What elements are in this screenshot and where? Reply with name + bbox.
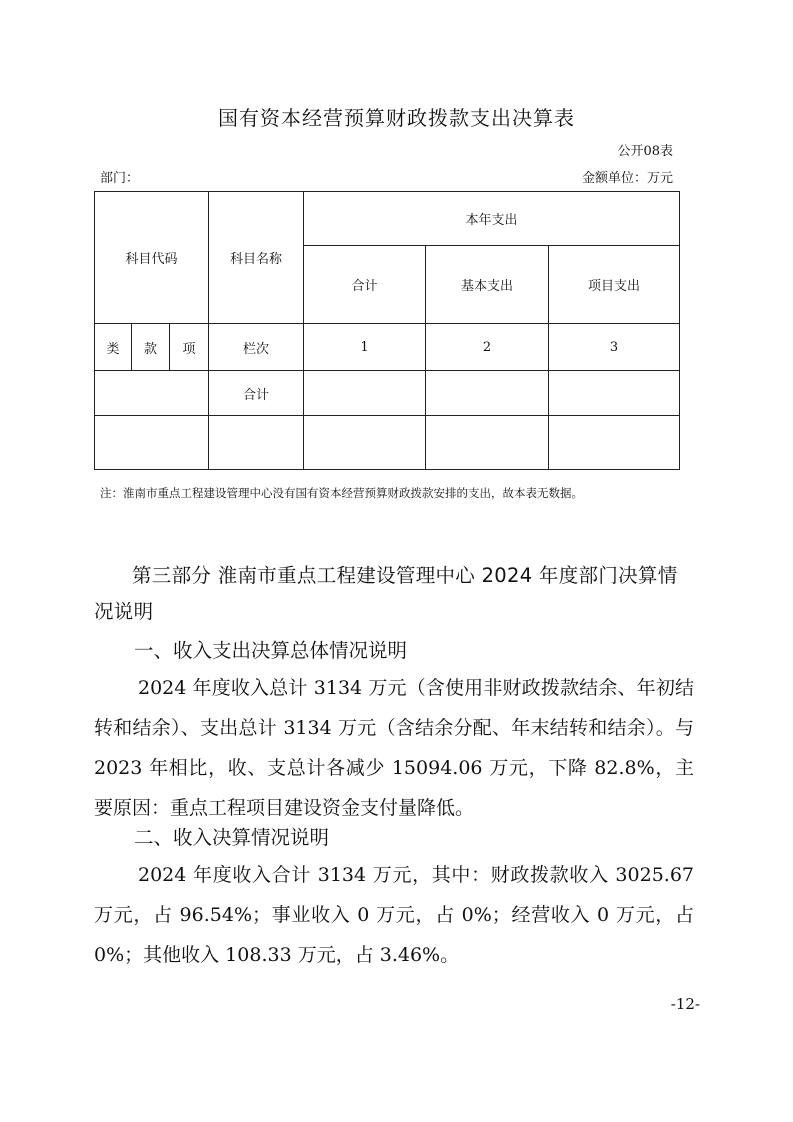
- header-subject-code: 科目代码: [95, 192, 209, 324]
- cell-empty: [549, 416, 680, 470]
- table-header-row: [95, 192, 680, 246]
- cell-empty: [304, 371, 426, 416]
- table-index-row: [95, 324, 680, 371]
- table-empty-row: [95, 416, 680, 470]
- cell-index-1: 1: [304, 324, 426, 371]
- table-note: 注：淮南市重点工程建设管理中心没有国有资本经营预算财政拨款安排的支出，故本表无数据。: [100, 486, 583, 500]
- cell-kuan: 款: [132, 324, 170, 371]
- cell-xiang: 项: [170, 324, 209, 371]
- section-two-heading: 二、收入决算情况说明: [134, 826, 330, 849]
- table-title: 国有资本经营预算财政拨款支出决算表: [218, 106, 575, 130]
- table-total-row: [95, 371, 680, 416]
- header-subject-name: 科目名称: [209, 192, 304, 324]
- cell-index-3: 3: [549, 324, 680, 371]
- cell-empty: [549, 371, 680, 416]
- amount-unit-label: 金额单位：万元: [581, 171, 673, 186]
- cell-empty: [426, 416, 549, 470]
- section-one-heading: 一、收入支出决算总体情况说明: [134, 639, 408, 662]
- cell-empty: [95, 371, 209, 416]
- cell-empty: [426, 371, 549, 416]
- page-number: -12-: [670, 995, 700, 1013]
- department-label: 部门：: [100, 171, 140, 186]
- header-project-expenditure: 项目支出: [549, 246, 680, 324]
- cell-empty: [95, 416, 209, 470]
- cell-empty: [304, 416, 426, 470]
- expenditure-table: [94, 191, 680, 470]
- header-basic-expenditure: 基本支出: [426, 246, 549, 324]
- section-one-paragraph: 2024 年度收入总计 3134 万元（含使用非财政拨款结余、年初结转和结余）、支出总计 3134 万元（含结余分配、年末结转和结余）。与 2023 年相比，收、支总计各减少 15094.06 万元，下降 82.8%，主要原因：重点工程项目建设资金支付量降低。: [94, 677, 694, 819]
- form-number: 公开08表: [617, 144, 673, 159]
- cell-total-label: 合计: [209, 371, 304, 416]
- cell-index-2: 2: [426, 324, 549, 371]
- cell-lanci: 栏次: [209, 324, 304, 371]
- header-total: 合计: [304, 246, 426, 324]
- part-three-title: 第三部分 淮南市重点工程建设管理中心 2024 年度部门决算情况说明: [94, 564, 678, 623]
- section-two-paragraph: 2024 年度收入合计 3134 万元，其中：财政拨款收入 3025.67 万元，占 96.54%；事业收入 0 万元，占 0%；经营收入 0 万元，占 0%；其他收入 108.33 万元，占 3.46%。: [94, 864, 694, 966]
- header-current-year-expenditure: 本年支出: [304, 192, 680, 246]
- cell-empty: [209, 416, 304, 470]
- cell-lei: 类: [95, 324, 132, 371]
